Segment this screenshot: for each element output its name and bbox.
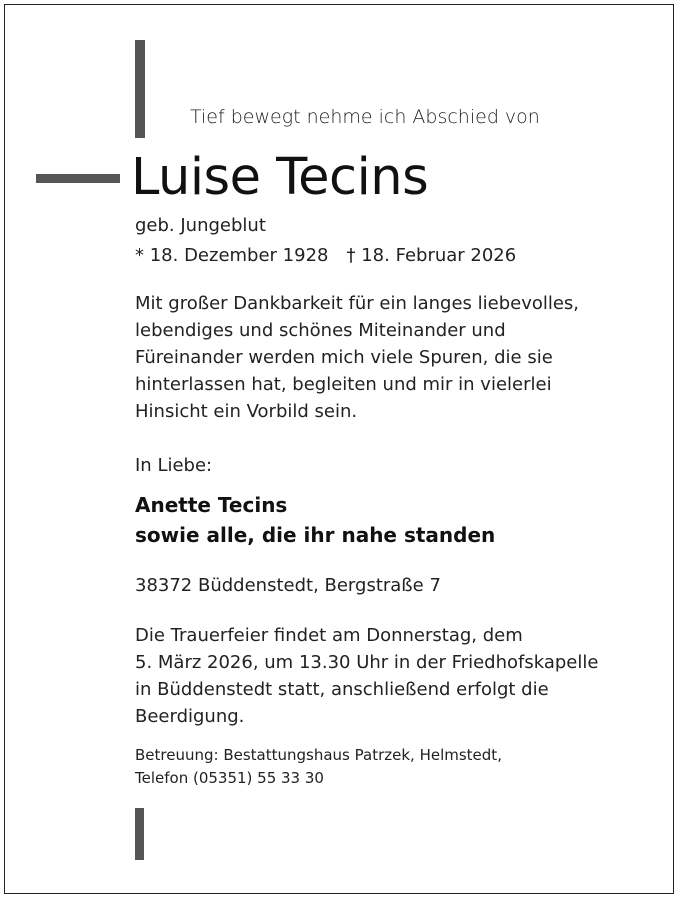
- address: 38372 Büddenstedt, Bergstraße 7: [135, 575, 441, 596]
- birth-name: geb. Jungeblut: [135, 215, 266, 236]
- care-line: Telefon (05351) 55 33 30: [135, 769, 324, 787]
- deceased-name: Luise Tecins: [131, 148, 429, 207]
- care-line: Betreuung: Bestattungshaus Patrzek, Helmstedt,: [135, 746, 502, 764]
- message-line: Mit großer Dankbarkeit für ein langes liebevolles,: [135, 293, 580, 314]
- message-line: lebendiges und schönes Miteinander und: [135, 320, 506, 341]
- death-date: † 18. Februar 2026: [346, 245, 517, 266]
- funeral-line: 5. März 2026, um 13.30 Uhr in der Friedhofskapelle: [135, 652, 599, 673]
- mourner-name: Anette Tecins: [135, 493, 288, 517]
- funeral-home-info: [135, 744, 502, 790]
- cross-top-bar: [135, 40, 145, 138]
- funeral-line: Die Trauerfeier findet am Donnerstag, dem: [135, 625, 523, 646]
- funeral-info: [135, 622, 598, 730]
- cross-horizontal-bar: [36, 174, 120, 183]
- funeral-line: in Büddenstedt statt, anschließend erfolgt die: [135, 679, 549, 700]
- intro-text: Tief bewegt nehme ich Abschied von: [190, 106, 540, 128]
- farewell-message: [135, 290, 579, 425]
- funeral-line: Beerdigung.: [135, 706, 245, 727]
- mourners-list: [135, 490, 495, 550]
- mourner-name: sowie alle, die ihr nahe standen: [135, 523, 496, 547]
- message-line: Füreinander werden mich viele Spuren, die sie: [135, 347, 553, 368]
- message-line: Hinsicht ein Vorbild sein.: [135, 401, 358, 422]
- birth-date: * 18. Dezember 1928: [135, 245, 329, 266]
- message-line: hinterlassen hat, begleiten und mir in vielerlei: [135, 374, 552, 395]
- cross-bottom-bar: [135, 808, 144, 860]
- life-dates: [135, 245, 516, 266]
- in-love-label: In Liebe:: [135, 455, 213, 476]
